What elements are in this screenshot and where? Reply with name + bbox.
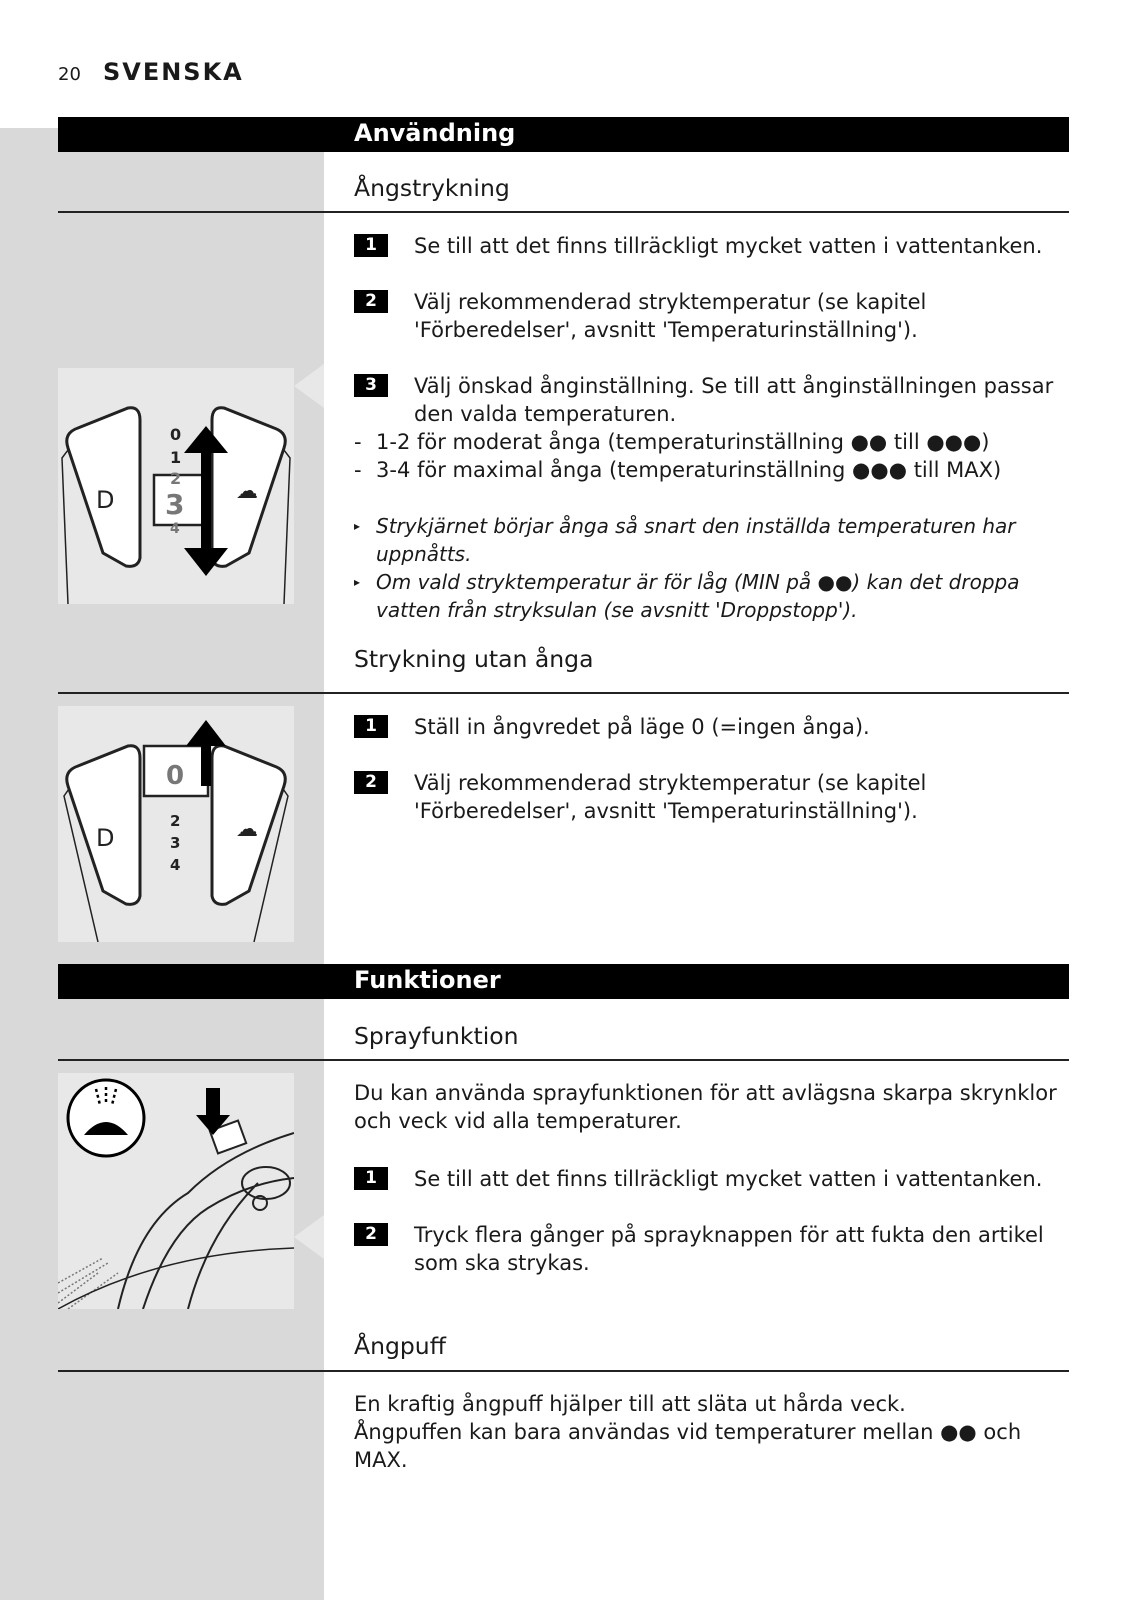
paragraph-line: Ångpuffen kan bara användas vid temperaturer mellan ●● och MAX. [354,1420,1022,1472]
section-bar-anvandning [58,117,1069,152]
svg-text:0: 0 [170,425,182,444]
list-item: - 3-4 för maximal ånga (temperaturinställning ●●● till MAX) [354,458,1002,482]
triangle-bullet-icon: ▸ [354,519,361,533]
step-number: 1 [354,1167,388,1190]
steam-dial-illustration [58,368,294,604]
steam-dial-drawing [58,368,294,604]
spray-icon [68,1080,144,1156]
step-number: 2 [354,290,388,313]
heading-angstrykning: Ångstrykning [354,174,510,202]
divider [58,692,1069,694]
steam-off-illustration [58,706,294,942]
svg-text:2: 2 [170,812,181,830]
step-2 [354,1221,1069,1277]
steam-cloud-icon: ☁ [236,479,258,504]
step-number: 2 [354,771,388,794]
step-number: 3 [354,374,388,397]
divider [58,211,1069,213]
svg-text:4: 4 [170,856,181,874]
spray-illustration [58,1073,294,1309]
step-text: Ställ in ångvredet på läge 0 (=ingen ånga). [414,715,870,739]
step-1 [354,713,1069,741]
heading-strykning-utan-anga: Strykning utan ånga [354,645,594,673]
note-text: Om vald stryktemperatur är för låg (MIN på ●●) kan det droppa vatten från stryksulan (se avsnitt 'Droppstopp'). [376,570,1020,622]
paragraph-line: En kraftig ångpuff hjälper till att släta ut hårda veck. [354,1392,906,1416]
step-1 [354,232,1069,260]
spray-drawing [58,1073,294,1309]
svg-text:0: 0 [166,761,185,791]
svg-text:1: 1 [170,448,182,467]
heading-sprayfunktion: Sprayfunktion [354,1022,519,1050]
note-text: Strykjärnet börjar ånga så snart den inställda temperaturen har uppnåtts. [376,514,1016,566]
triangle-bullet-icon: ▸ [354,575,361,589]
drip-icon: D [96,824,115,852]
divider [58,1370,1069,1372]
step-text: Välj rekommenderad stryktemperatur (se kapitel 'Förberedelser', avsnitt 'Temperaturinställning'). [414,290,927,342]
step-number: 1 [354,234,388,257]
step-number: 1 [354,715,388,738]
note [354,568,1069,624]
list-item-text: 3-4 för maximal ånga (temperaturinställning ●●● till MAX) [376,458,1002,482]
step-text: Se till att det finns tillräckligt mycket vatten i vattentanken. [414,1167,1043,1191]
steam-cloud-icon: ☁ [236,817,258,842]
svg-text:3: 3 [170,834,181,852]
svg-text:3: 3 [165,488,185,521]
step-text: Välj önskad ånginställning. Se till att ånginställningen passar den valda temperaturen. [414,374,1054,426]
running-header [58,58,244,86]
note [354,512,1069,568]
steam-off-drawing [58,706,294,942]
list-item: - 1-2 för moderat ånga (temperaturinställning ●● till ●●●) [354,430,990,454]
figure-pointer [294,1215,324,1259]
step-3 [354,372,1069,428]
step-text: Välj rekommenderad stryktemperatur (se kapitel 'Förberedelser', avsnitt 'Temperaturinställning'). [414,771,927,823]
svg-text:2: 2 [170,469,182,488]
language-title: SVENSKA [102,58,244,86]
list-item-text: 1-2 för moderat ånga (temperaturinställning ●● till ●●●) [376,430,990,454]
step-2 [354,769,1069,825]
section-title: Funktioner [354,966,501,994]
svg-text:4: 4 [170,521,180,537]
step-number: 2 [354,1223,388,1246]
step-text: Se till att det finns tillräckligt mycket vatten i vattentanken. [414,234,1043,258]
step-1 [354,1165,1069,1193]
section-bar-funktioner [58,964,1069,999]
intro-paragraph: Du kan använda sprayfunktionen för att avlägsna skarpa skrynklor och veck vid alla temperaturer. [354,1081,1057,1133]
drip-icon: D [96,486,115,514]
divider [58,1059,1069,1061]
heading-angpuff: Ångpuff [354,1332,446,1360]
step-text: Tryck flera gånger på sprayknappen för att fukta den artikel som ska strykas. [414,1223,1044,1275]
section-title: Användning [354,119,516,147]
figure-pointer [294,364,324,408]
step-2 [354,288,1069,344]
page-number: 20 [58,64,81,85]
